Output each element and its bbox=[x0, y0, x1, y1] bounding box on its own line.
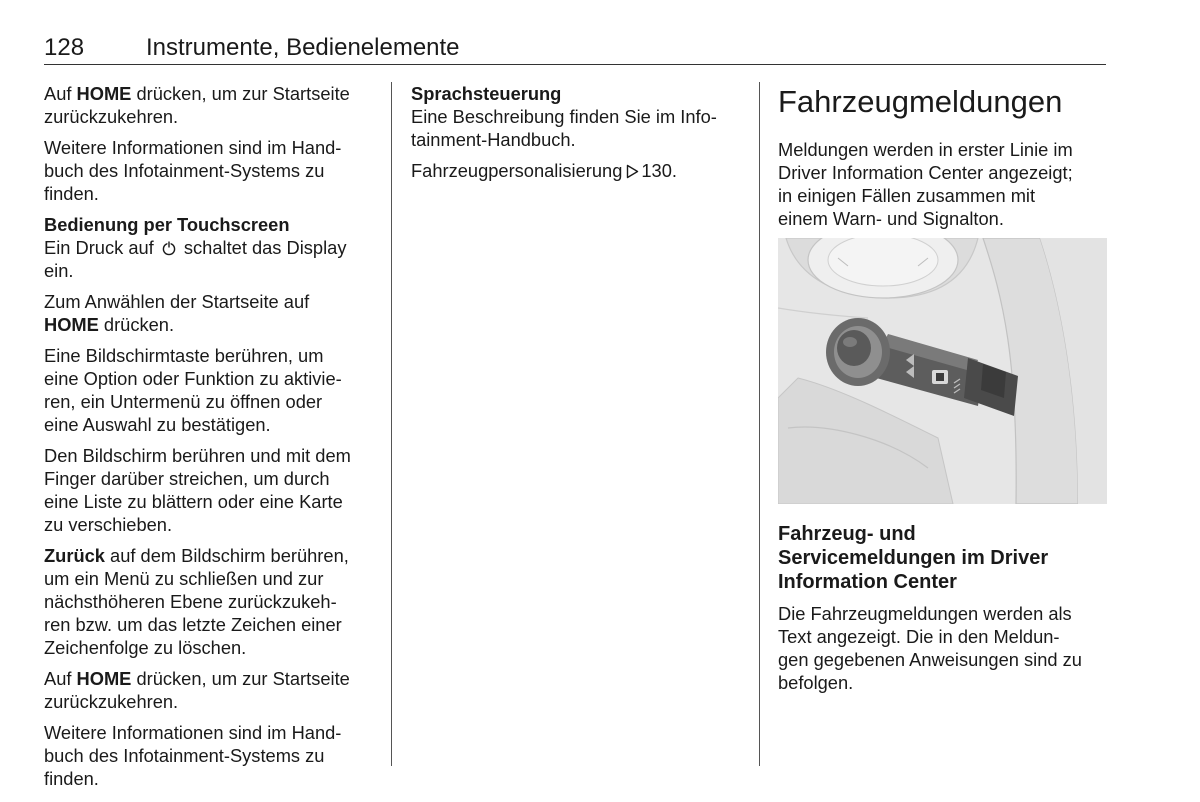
paragraph-voice: Sprachsteuerung Eine Beschreibung finden Sie im Info- tainment-Handbuch. bbox=[411, 82, 741, 151]
driver-info-center-subheading: Fahrzeug- und Servicemeldungen im Driver Information Center bbox=[778, 523, 1049, 593]
column-right bbox=[778, 82, 1108, 702]
home-keyword: HOME bbox=[76, 668, 132, 689]
paragraph-personalisation: Fahrzeugpersonalisierung 130. bbox=[411, 160, 677, 181]
page-header bbox=[44, 30, 1106, 65]
steering-column-lever-illustration bbox=[778, 238, 1107, 504]
cross-reference-arrow-icon bbox=[626, 164, 639, 179]
home-keyword: HOME bbox=[44, 314, 99, 335]
paragraph-messages-text: Die Fahrzeugmeldungen werden als Text angezeigt. Die in den Meldun- gen gegebenen Anweisungen sind zu befolgen. bbox=[778, 603, 1082, 693]
paragraph-select-home: Zum Anwählen der Startseite auf HOME drücken. bbox=[44, 291, 310, 335]
paragraph-more-info: Weitere Informationen sind im Hand- buch des Infotainment-Systems zu finden. bbox=[44, 137, 342, 204]
vehicle-messages-heading: Fahrzeugmeldungen bbox=[778, 84, 1063, 119]
paragraph-screen-button: Eine Bildschirmtaste berühren, um eine Option oder Funktion zu aktivie- ren, ein Untermenü zu öffnen oder eine Auswahl zu bestätigen. bbox=[44, 345, 342, 435]
paragraph-more-info-repeat: Weitere Informationen sind im Hand- buch des Infotainment-Systems zu finden. bbox=[44, 722, 342, 789]
power-icon bbox=[161, 240, 177, 256]
column-left bbox=[44, 82, 379, 798]
touchscreen-heading: Bedienung per Touchscreen bbox=[44, 214, 290, 235]
page-number: 128 bbox=[44, 34, 85, 61]
back-keyword: Zurück bbox=[44, 545, 105, 566]
voice-control-heading: Sprachsteuerung bbox=[411, 83, 562, 104]
column-divider bbox=[391, 82, 392, 766]
column-divider bbox=[759, 82, 760, 766]
paragraph-swipe: Den Bildschirm berühren und mit dem Finger darüber streichen, um durch eine Liste zu blättern oder eine Karte zu verschieben. bbox=[44, 445, 351, 535]
paragraph-home: Auf HOME drücken, um zur Startseite zurückzukehren. bbox=[44, 83, 350, 127]
paragraph-home-repeat: Auf HOME drücken, um zur Startseite zurückzukehren. bbox=[44, 668, 350, 712]
paragraph-touch: Bedienung per Touchscreen Ein Druck auf schaltet das Display ein. bbox=[44, 213, 379, 282]
paragraph-intro: Meldungen werden in erster Linie im Driver Information Center angezeigt; in einigen Fällen zusammen mit einem Warn- und Signalton. bbox=[778, 139, 1073, 229]
column-middle bbox=[411, 82, 741, 190]
page-reference[interactable]: 130. bbox=[641, 160, 677, 181]
paragraph-back: Zurück auf dem Bildschirm berühren, um ein Menü zu schließen und zur nächsthöheren Ebene zurückzukeh- ren bzw. um das letzte Zeichen einer Zeichenfolge zu löschen. bbox=[44, 545, 349, 658]
home-keyword: HOME bbox=[76, 83, 132, 104]
section-title: Instrumente, Bedienelemente bbox=[146, 34, 460, 61]
